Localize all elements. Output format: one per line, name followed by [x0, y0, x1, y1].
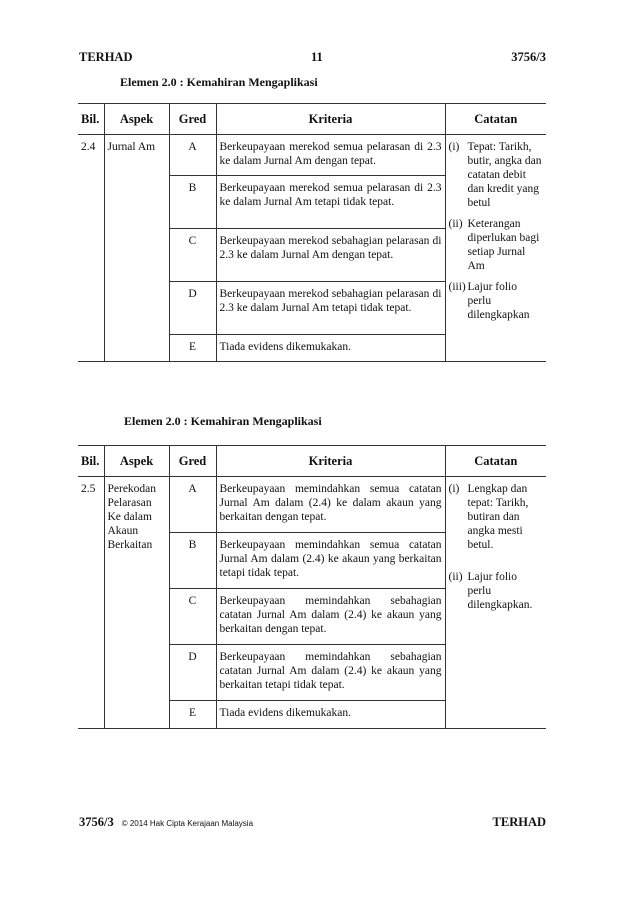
col-kriteria: Kriteria — [216, 446, 445, 477]
note-item: (i) Lengkap dan tepat: Tarikh, butiran dan angka mesti betul. — [448, 483, 529, 551]
criteria-cell: Berkeupayaan memindahkan sebahagian catatan Jurnal Am dalam (2.4) ke akaun yang berkaitan tetapi tidak tepat. — [216, 645, 445, 701]
criteria-cell: Tiada evidens dikemukakan. — [216, 335, 445, 362]
note-item: (i) Tepat: Tarikh, butir, angka dan catatan debit dan kredit yang betul — [448, 141, 542, 209]
criteria-cell: Berkeupayaan memindahkan semua catatan Jurnal Am dalam (2.4) ke akaun yang berkaitan tetapi tidak tepat. — [216, 533, 445, 589]
bil-cell: 2.5 — [78, 477, 104, 729]
criteria-cell: Berkeupayaan merekod semua pelarasan di 2.3 ke dalam Jurnal Am tetapi tidak tepat. — [216, 176, 445, 229]
aspek-cell: Jurnal Am — [104, 135, 169, 362]
criteria-cell: Tiada evidens dikemukakan. — [216, 701, 445, 729]
footer-right: TERHAD — [492, 815, 546, 829]
grade-cell: C — [169, 589, 216, 645]
header-right: 3756/3 — [511, 50, 546, 64]
bil-cell: 2.4 — [78, 135, 104, 362]
col-gred: Gred — [169, 104, 216, 135]
page-number: 11 — [311, 50, 323, 64]
grade-cell: A — [169, 477, 216, 533]
table-row — [78, 477, 546, 533]
grade-cell: B — [169, 533, 216, 589]
table-header-row — [78, 104, 546, 135]
section-2-title: Elemen 2.0 : Kemahiran Mengaplikasi — [124, 414, 322, 428]
note-item: (ii) Lajur folio perlu dilengkapkan. — [448, 571, 533, 611]
col-aspek: Aspek — [104, 446, 169, 477]
grade-cell: A — [169, 135, 216, 176]
criteria-cell: Berkeupayaan merekod sebahagian pelarasan di 2.3 ke dalam Jurnal Am tetapi tidak tepat. — [216, 282, 445, 335]
table-header-row — [78, 446, 546, 477]
section-1-title: Elemen 2.0 : Kemahiran Mengaplikasi — [120, 75, 318, 89]
criteria-cell: Berkeupayaan merekod semua pelarasan di 2.3 ke dalam Jurnal Am dengan tepat. — [216, 135, 445, 176]
grade-cell: E — [169, 335, 216, 362]
col-kriteria: Kriteria — [216, 104, 445, 135]
criteria-cell: Berkeupayaan merekod sebahagian pelarasan di 2.3 ke dalam Jurnal Am dengan tepat. — [216, 229, 445, 282]
grade-cell: D — [169, 645, 216, 701]
col-aspek: Aspek — [104, 104, 169, 135]
note-item: (ii) Keterangan diperlukan bagi setiap Jurnal Am — [448, 218, 540, 272]
catatan-cell — [445, 135, 546, 362]
grade-cell: D — [169, 282, 216, 335]
col-bil: Bil. — [78, 446, 104, 477]
col-catatan: Catatan — [445, 446, 546, 477]
table-row — [78, 135, 546, 176]
footer-code: 3756/3 — [79, 815, 114, 829]
header-left: TERHAD — [79, 50, 133, 64]
rubric-table-1 — [78, 103, 546, 362]
rubric-table-2 — [78, 445, 546, 729]
grade-cell: B — [169, 176, 216, 229]
footer-left — [79, 815, 253, 830]
note-item: (iii) Lajur folio perlu dilengkapkan — [448, 281, 530, 321]
col-catatan: Catatan — [445, 104, 546, 135]
col-bil: Bil. — [78, 104, 104, 135]
grade-cell: C — [169, 229, 216, 282]
col-gred: Gred — [169, 446, 216, 477]
grade-cell: E — [169, 701, 216, 729]
catatan-cell — [445, 477, 546, 729]
footer-copyright: © 2014 Hak Cipta Kerajaan Malaysia — [121, 819, 254, 828]
criteria-cell: Berkeupayaan memindahkan sebahagian catatan Jurnal Am dalam (2.4) ke akaun yang berkaitan dengan tepat. — [216, 589, 445, 645]
criteria-cell: Berkeupayaan memindahkan semua catatan Jurnal Am dalam (2.4) ke dalam akaun yang berkaitan dengan tepat. — [216, 477, 445, 533]
aspek-cell: Perekodan Pelarasan Ke dalam Akaun Berkaitan — [104, 477, 169, 729]
